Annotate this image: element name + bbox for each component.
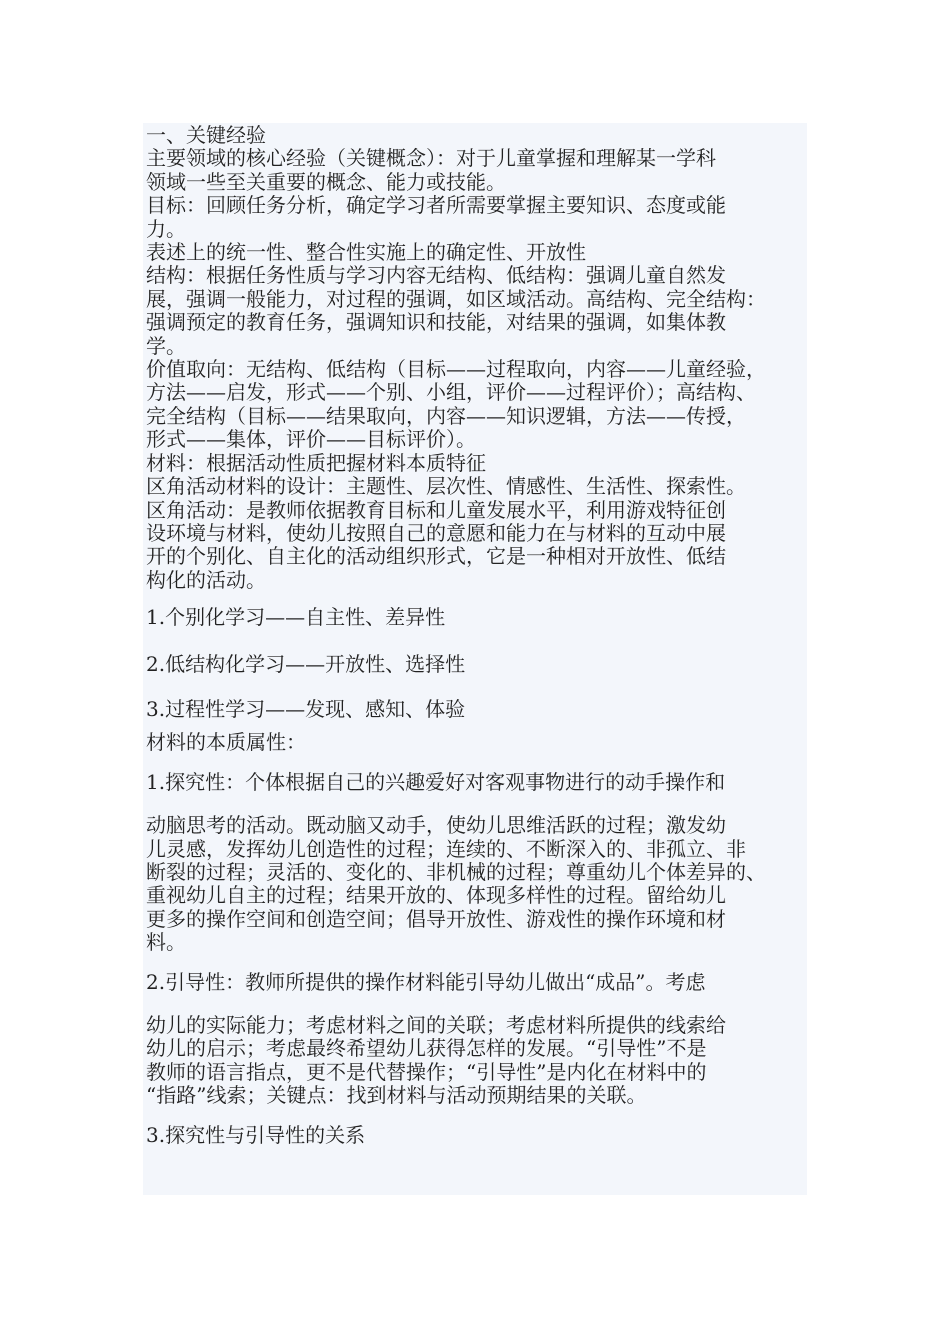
paragraph-line: “指路”线索；关键点：找到材料与活动预期结果的关联。 [146, 1083, 647, 1108]
paragraph-line: 强调预定的教育任务，强调知识和技能，对结果的强调，如集体教 [146, 310, 726, 335]
paragraph-line: 幼儿的启示；考虑最终希望幼儿获得怎样的发展。“引导性”不是 [146, 1036, 707, 1061]
paragraph-line: 价值取向：无结构、低结构（目标——过程取向，内容——儿童经验， [146, 357, 766, 382]
paragraph-line: 目标：回顾任务分析，确定学习者所需要掌握主要知识、态度或能 [146, 193, 726, 218]
list-item: 3.过程性学习——发现、感知、体验 [146, 696, 466, 721]
paragraph-line: 表述上的统一性、整合性实施上的确定性、开放性 [146, 240, 586, 265]
document-content [146, 124, 808, 1147]
paragraph-line: 完全结构（目标——结果取向，内容——知识逻辑，方法——传授， [146, 403, 746, 428]
paragraph-line: 学。 [146, 333, 186, 358]
paragraph-line: 材料：根据活动性质把握材料本质特征 [146, 450, 486, 475]
list-item: 1.个别化学习——自主性、差异性 [146, 605, 446, 630]
paragraph-line: 方法——启发，形式——个别、小组，评价——过程评价）；高结构、 [146, 380, 756, 405]
paragraph-line: 儿灵感，发挥幼儿创造性的过程；连续的、不断深入的、非孤立、非 [146, 836, 746, 861]
paragraph-line: 形式——集体，评价——目标评价）。 [146, 427, 476, 452]
paragraph-line: 重视幼儿自主的过程；结果开放的、体现多样性的过程。留给幼儿 [146, 883, 726, 908]
paragraph-line: 展，强调一般能力，对过程的强调，如区域活动。高结构、完全结构： [146, 286, 766, 311]
paragraph-line: 设环境与材料，使幼儿按照自己的意愿和能力在与材料的互动中展 [146, 520, 726, 545]
paragraph-line: 断裂的过程；灵活的、变化的、非机械的过程；尊重幼儿个体差异的、 [146, 859, 766, 884]
paragraph-line: 动脑思考的活动。既动脑又动手，使幼儿思维活跃的过程；激发幼 [146, 813, 726, 838]
paragraph-line: 领域一些至关重要的概念、能力或技能。 [146, 169, 506, 194]
paragraph-line: 主要领域的核心经验（关键概念）：对于儿童掌握和理解某一学科 [146, 146, 716, 171]
section-heading: 一、关键经验 [146, 123, 266, 147]
paragraph-line: 开的个别化、自主化的活动组织形式，它是一种相对开放性、低结 [146, 544, 726, 569]
list-item: 3.探究性与引导性的关系 [146, 1122, 366, 1147]
paragraph-line: 教师的语言指点，更不是代替操作；“引导性”是内化在材料中的 [146, 1059, 707, 1084]
paragraph-line: 更多的操作空间和创造空间；倡导开放性、游戏性的操作环境和材 [146, 906, 726, 931]
paragraph-line: 构化的活动。 [146, 567, 266, 592]
list-item: 2.引导性：教师所提供的操作材料能引导幼儿做出“成品”。考虑 [146, 969, 706, 994]
paragraph-line: 区角活动材料的设计：主题性、层次性、情感性、生活性、探索性。 [146, 474, 746, 499]
paragraph-line: 料。 [146, 930, 186, 955]
list-item: 1.探究性：个体根据自己的兴趣爱好对客观事物进行的动手操作和 [146, 769, 726, 794]
list-item: 2.低结构化学习——开放性、选择性 [146, 651, 466, 676]
paragraph-line: 区角活动：是教师依据教育目标和儿童发展水平，利用游戏特征创 [146, 497, 726, 522]
subheading: 材料的本质属性： [146, 730, 306, 755]
paragraph-line: 结构：根据任务性质与学习内容无结构、低结构：强调儿童自然发 [146, 263, 726, 288]
paragraph-line: 力。 [146, 216, 186, 241]
paragraph-line: 幼儿的实际能力；考虑材料之间的关联；考虑材料所提供的线索给 [146, 1013, 726, 1037]
